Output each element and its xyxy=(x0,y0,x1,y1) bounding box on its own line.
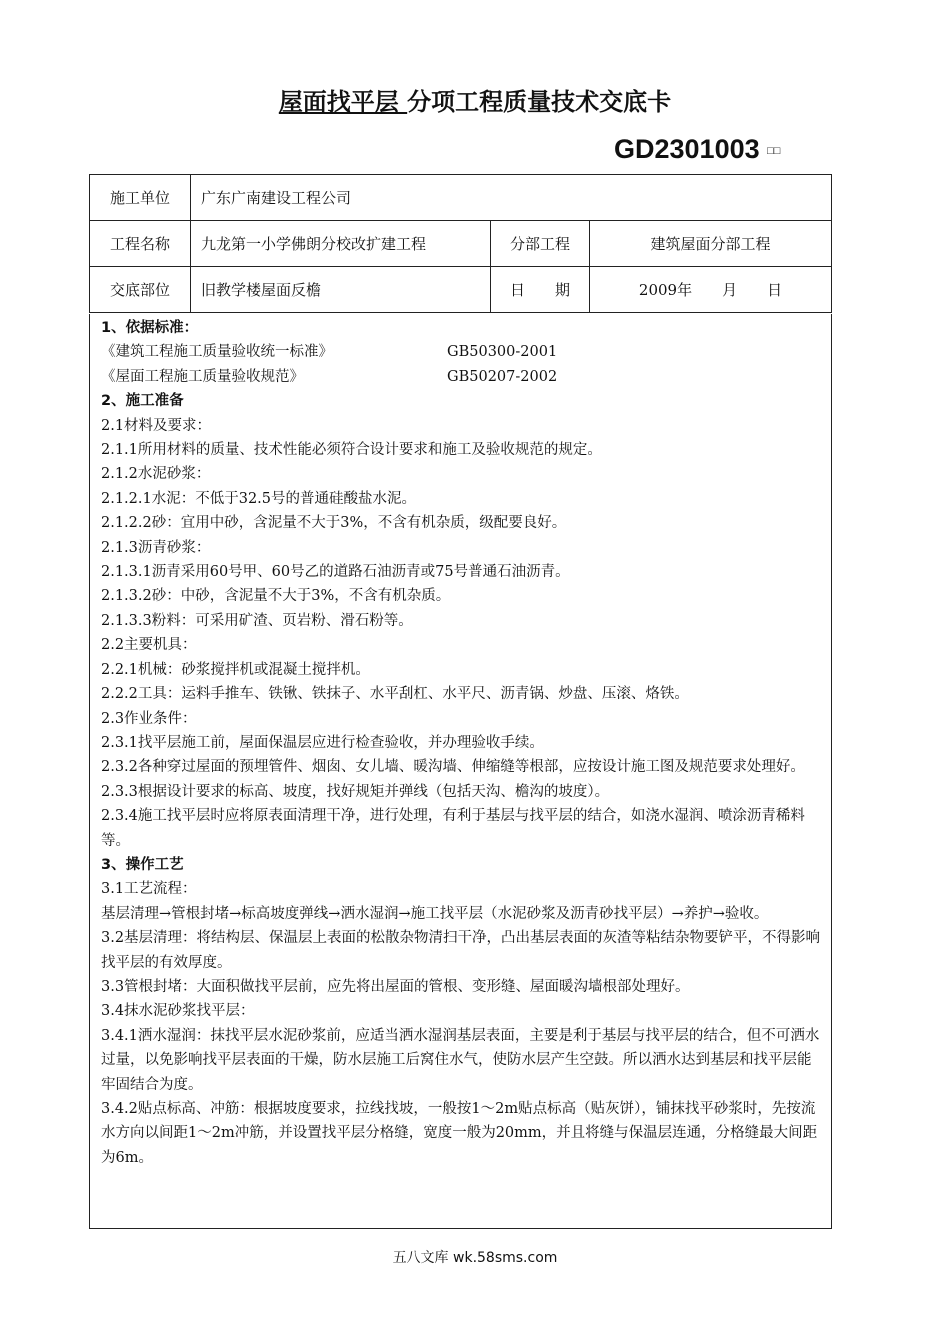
paragraph: 2.1材料及要求： xyxy=(101,417,212,434)
paragraph: 2.1.3.1沥青采用60号甲、60号乙的道路石油沥青或75号普通石油沥青。 xyxy=(101,564,570,581)
document-code xyxy=(614,134,780,165)
paragraph: 基层清理→管根封堵→标高坡度弹线→洒水湿润→施工找平层（水泥砂浆及沥青砂找平层）→养护→验收。 xyxy=(101,905,769,922)
label-construction-unit: 施工单位 xyxy=(90,175,191,221)
paragraph: 2.3作业条件： xyxy=(101,710,197,727)
reference-code: GB50207-2002 xyxy=(447,368,558,385)
paragraph: 2.1.2.1水泥：不低于32.5号的普通硅酸盐水泥。 xyxy=(101,490,417,507)
paragraph: 2.3.1找平层施工前，屋面保温层应进行检查验收，并办理验收手续。 xyxy=(101,734,544,751)
paragraph: 3.4抹水泥砂浆找平层： xyxy=(101,1003,255,1020)
paragraph: 3.4.2贴点标高、冲筋：根据坡度要求，拉线找坡，一般按1～2m贴点标高（贴灰饼），铺抹找平砂浆时，先按流水方向以间距1～2m冲筋，并设置找平层分格缝，宽度一般为20mm，并且将缝与保温层连通，分格缝最大间距为6m。 xyxy=(101,1101,818,1166)
title-rest: 分项工程质量技术交底卡 xyxy=(407,88,672,116)
paragraph: 2.3.4施工找平层时应将原表面清理干净，进行处理，有利于基层与找平层的结合，如浇水湿润、喷涂沥青稀料等。 xyxy=(101,808,805,849)
value-project-name: 九龙第一小学佛朗分校改扩建工程 xyxy=(191,221,491,267)
paragraph: 3.3管根封堵：大面积做找平层前，应先将出屋面的管根、变形缝、屋面暖沟墙根部处理好。 xyxy=(101,978,690,995)
paragraph: 2.1.2.2砂：宜用中砂，含泥量不大于3%，不含有机杂质，级配要良好。 xyxy=(101,515,567,532)
reference-item xyxy=(101,340,821,364)
section-heading: 1、依据标准： xyxy=(101,320,199,336)
value-construction-unit: 广东广南建设工程公司 xyxy=(191,175,832,221)
reference-code: GB50300-2001 xyxy=(447,344,558,361)
reference-name: 《屋面工程施工质量验收规范》 xyxy=(101,368,304,385)
title-subject: 屋面找平层 xyxy=(278,88,408,116)
paragraph: 2.1.3.2砂：中砂，含泥量不大于3%，不含有机杂质。 xyxy=(101,588,451,605)
section-heading: 2、施工准备 xyxy=(101,393,184,410)
value-location: 旧教学楼屋面反檐 xyxy=(191,267,491,313)
paragraph: 2.1.2水泥砂浆： xyxy=(101,466,211,483)
section-heading: 3、操作工艺 xyxy=(101,856,184,873)
code-number: GD2301003 xyxy=(614,134,760,164)
paragraph: 2.2.2工具：运料手推车、铁锹、铁抹子、水平刮杠、水平尺、沥青锅、炒盘、压滚、烙铁。 xyxy=(101,686,689,703)
info-table xyxy=(89,174,832,313)
paragraph: 2.2主要机具： xyxy=(101,637,197,654)
table-row xyxy=(90,267,832,313)
value-date: 2009年 月 日 xyxy=(590,267,832,313)
code-suffix: □□ xyxy=(767,144,781,157)
paragraph: 2.1.1所用材料的质量、技术性能必须符合设计要求和施工及验收规范的规定。 xyxy=(101,442,602,459)
reference-name: 《建筑工程施工质量验收统一标准》 xyxy=(101,344,333,361)
paragraph: 2.1.3沥青砂浆： xyxy=(101,539,211,556)
value-sub-project: 建筑屋面分部工程 xyxy=(590,221,832,267)
table-row xyxy=(90,175,832,221)
footer-watermark: 五八文库 wk.58sms.com xyxy=(392,1250,558,1266)
paragraph: 3.2基层清理：将结构层、保温层上表面的松散杂物清扫干净，凸出基层表面的灰渣等粘结杂物要铲平，不得影响找平层的有效厚度。 xyxy=(101,930,821,971)
label-project-name: 工程名称 xyxy=(90,221,191,267)
paragraph: 3.1工艺流程： xyxy=(101,881,197,898)
page-title xyxy=(0,82,950,117)
paragraph: 2.3.3根据设计要求的标高、坡度，找好规矩并弹线（包括天沟、檐沟的坡度）。 xyxy=(101,783,610,800)
label-date: 日 期 xyxy=(491,267,590,313)
paragraph: 2.3.2各种穿过屋面的预埋管件、烟囱、女儿墙、暖沟墙、伸缩缝等根部，应按设计施工图及规范要求处理好。 xyxy=(101,759,805,776)
content-body xyxy=(89,314,832,1229)
table-row xyxy=(90,221,832,267)
paragraph: 2.1.3.3粉料：可采用矿渣、页岩粉、滑石粉等。 xyxy=(101,612,413,629)
reference-item xyxy=(101,365,821,389)
paragraph: 3.4.1洒水湿润：抹找平层水泥砂浆前，应适当洒水湿润基层表面，主要是利于基层与找平层的结合，但不可洒水过量，以免影响找平层表面的干燥，防水层施工后窝住水气，使防水层产生空鼓。所以洒水达到基层和找平层能牢固结合为度。 xyxy=(101,1027,820,1093)
label-location: 交底部位 xyxy=(90,267,191,313)
label-sub-project: 分部工程 xyxy=(491,221,590,267)
paragraph: 2.2.1机械：砂浆搅拌机或混凝土搅拌机。 xyxy=(101,661,370,678)
